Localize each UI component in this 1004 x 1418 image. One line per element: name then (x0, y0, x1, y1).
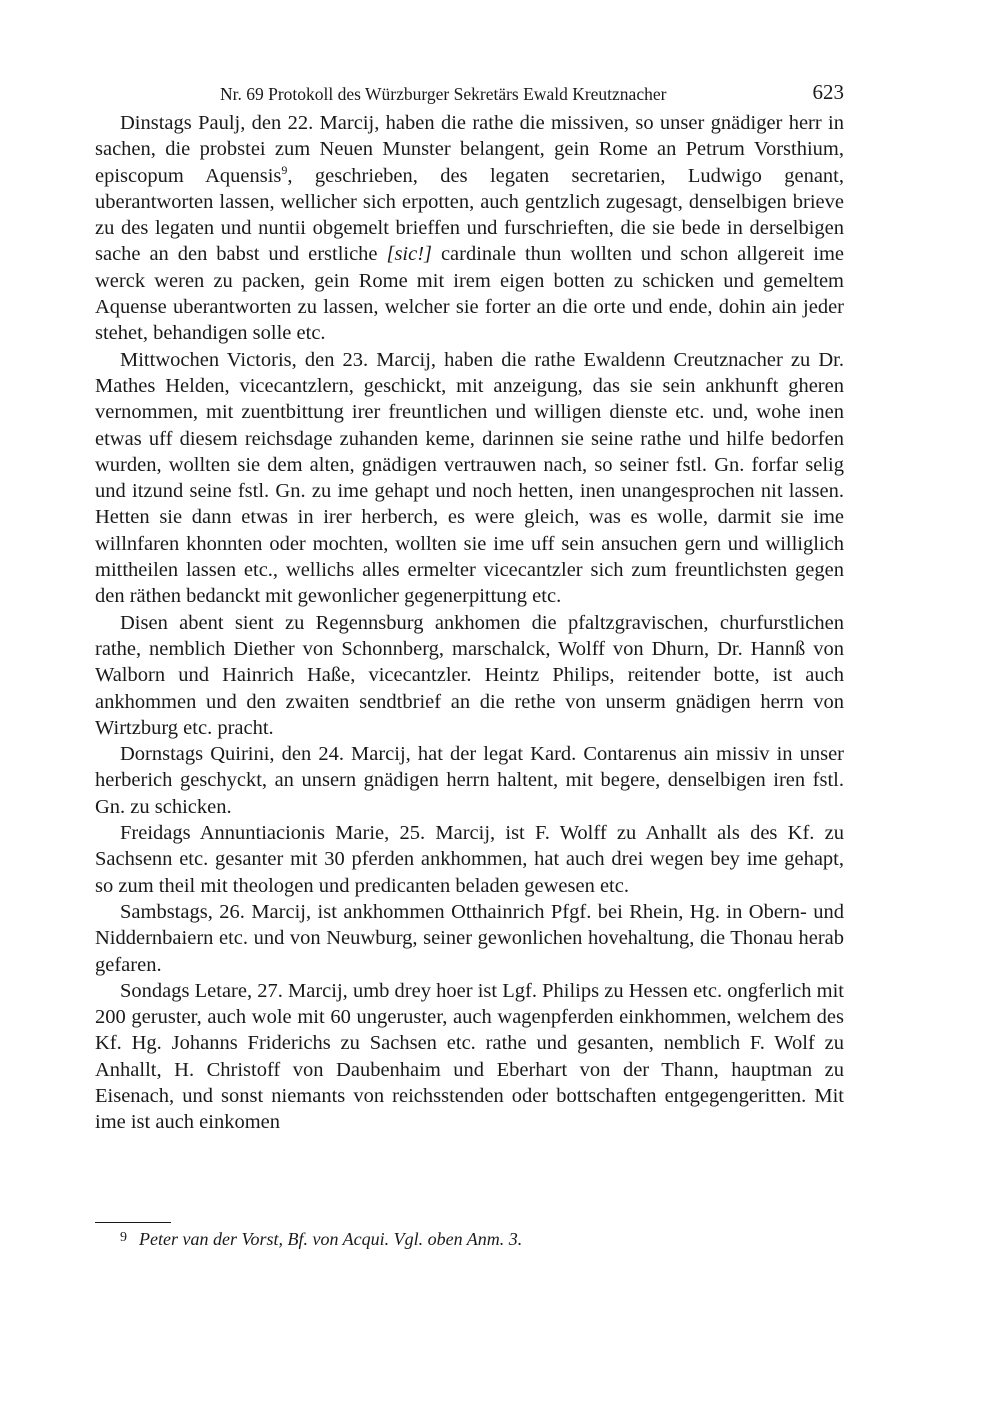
paragraph-3: Disen abent sient zu Regennsburg ankhomen die pfaltzgravischen, churfurstlichen rathe, nemblich Diether von Schonnberg, marschalck, Wolff von Dhurn, Dr. Hannß von Walborn und Hainrich Haße, vicecantzler. Heintz Philips, reitender botte, ist auch ankhommen und den zwaiten sendtbrief an die rethe von unserm gnädigen herrn von Wirtzburg etc. pracht. (95, 611, 844, 739)
paragraph-1-text-b: , geschrieben, des legaten secretarien, Ludwigo genant, uberantworten lassen, wellicher sich erpotten, auch gentzlich zugesagt, denselbigen brieve zu des legaten und nuntii obgemelt brieffen und furschrieften, die sie bede in derselbigen sache an den babst und erstliche (95, 164, 844, 266)
document-page (95, 78, 844, 1136)
editorial-note-sic: [sic!] (386, 243, 433, 266)
paragraph-1-text-c: cardinale thun wollten und schon allgereit ime werck weren zu packen, gein Rome mit irem eigen botten zu schicken und gemeltem Aquense uberantworten zu lassen, welcher sie forter an die orte und ende, dohin ain jeder stehet, behandigen solle etc. (95, 243, 844, 345)
paragraph-1 (95, 110, 844, 347)
paragraph-2: Mittwochen Victoris, den 23. Marcij, haben die rathe Ewaldenn Creutznacher zu Dr. Mathes Helden, vicecantzlern, geschickt, mit anzeigung, das sie sein ankhunft gheren vernommen, mit zuentbittung irer freuntlichen und willigen dienste etc. und, wohe inen etwas uff diesem reichsdage zuhanden keme, darinnen sie seine rathe und hilfe bedorfen wurden, wollten sie dem alten, gnädigen vertrauwen nach, so seiner fstl. Gn. forfar selig und itzund seine fstl. Gn. zu ime gehapt und noch hetten, inen unangesprochen nit lassen. Hetten sie dann etwas in irer herberch, es were gleich, was es wolle, darmit sie ime willnfaren khonnten oder mochten, wollten sie ime uff sein ansuchen gern und williglich mittheilen lassen etc., wellichs alles ermelter vicecantzler sich zum freuntlichsten gegen den räthen bedanckt mit gewonlicher gegenerpittung etc. (95, 348, 844, 608)
paragraph-1-text-a: Dinstags Paulj, den 22. Marcij, haben die rathe die missiven, so unser gnädiger herr in sachen, die probstei zum Neuen Munster belangent, gein Rome an Petrum Vorsthium, episcopum Aquensis (95, 112, 844, 187)
footnote-number: 9 (120, 1230, 127, 1245)
paragraph-6: Sambstags, 26. Marcij, ist ankhommen Otthainrich Pfgf. bei Rhein, Hg. in Obern- und Niddernbaiern etc. und von Neuwburg, seiner gewonlichen hovehaltung, die Thonau herab gefaren. (95, 900, 844, 976)
body-text (95, 110, 844, 1136)
footnote-divider (95, 1222, 171, 1223)
running-title: Nr. 69 Protokoll des Würzburger Sekretärs Ewald Kreutznacher (220, 84, 667, 104)
paragraph-7: Sondags Letare, 27. Marcij, umb drey hoer ist Lgf. Philips zu Hessen etc. ongferlich mit 200 geruster, auch wole mit 60 ungeruster, auch wagenpferden einkhommen, welchem des Kf. Hg. Johanns Friderichs zu Sachsen etc. rathe und gesanten, nemblich F. Wolf zu Anhallt, H. Christoff von Daubenhaim und Eberhart von der Thann, hauptman zu Eisenach, und sonst niemants von reichsstenden oder bottschaften entgegengeritten. Mit ime ist auch einkomen (95, 979, 844, 1134)
paragraph-5: Freidags Annuntiacionis Marie, 25. Marcij, ist F. Wolff zu Anhallt als des Kf. zu Sachsenn etc. gesanter mit 30 pferden ankhommen, hat auch drei wegen bey ime gehapt, so zum theil mit theologen und predicanten beladen gewesen etc. (95, 822, 844, 897)
footnote-text: Peter van der Vorst, Bf. von Acqui. Vgl. oben Anm. 3. (139, 1229, 523, 1249)
footnote (120, 1226, 844, 1251)
page-number: 623 (812, 80, 844, 104)
paragraph-4: Dornstags Quirini, den 24. Marcij, hat der legat Kard. Contarenus ain missiv in unser herberich geschyckt, an unsern gnädigen herrn haltent, mit begere, denselbigen iren fstl. Gn. zu schicken. (95, 743, 844, 818)
running-head (95, 78, 844, 110)
footnote-reference: 9 (281, 162, 288, 177)
